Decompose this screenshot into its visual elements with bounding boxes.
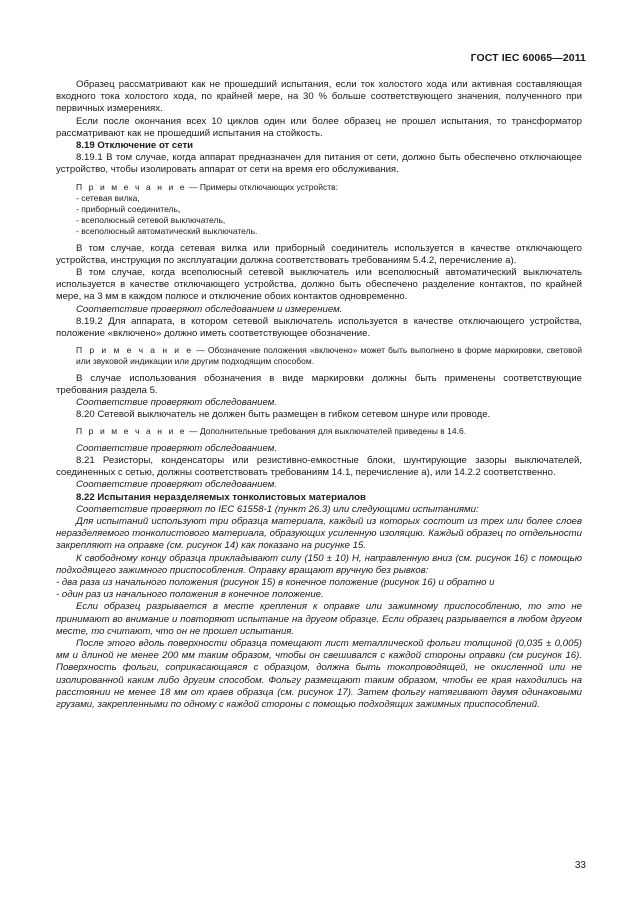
- test-list-item: - один раз из начального положения в конечное положение.: [56, 589, 324, 601]
- note-text: — Обозначение положения «включено» может быть выполнено в форме маркировки, световой или звуковой индикации или другим подходящим способом.: [76, 345, 582, 367]
- paragraph-8-19-1: 8.19.1 В том случае, когда аппарат предназначен для питания от сети, должно быть обеспечено отключающее устройство, чтобы изолировать аппарат от сети на время его обслуживания.: [56, 152, 582, 176]
- note-list-item: - сетевая вилка,: [76, 192, 140, 203]
- test-paragraph: К свободному концу образца прикладывают силу (150 ± 10) Н, направленную вниз (см. рисунок 16) с помощью подходящего зажимного приспособления. Оправку вращают вручную без рывков:: [56, 552, 582, 576]
- paragraph: Если после окончания всех 10 циклов один или более образец не прошел испытания, то трансформатор рассматривают как не прошедший испытания на стойкость.: [56, 115, 582, 139]
- note-label: П р и м е ч а н и е: [76, 345, 194, 356]
- standard-header: ГОСТ IEC 60065—2011: [470, 52, 586, 64]
- note-label: П р и м е ч а н и е: [76, 426, 187, 437]
- note-list-item: - всеполюсный автоматический выключатель.: [76, 226, 258, 237]
- compliance-check: Соответствие проверяют обследованием.: [76, 479, 277, 491]
- compliance-check: Соответствие проверяют обследованием.: [76, 397, 277, 409]
- test-paragraph: Соответствие проверяют по IEC 61558-1 (пункт 26.3) или следующими испытаниями:: [76, 503, 479, 515]
- compliance-check: Соответствие проверяют обследованием и измерением.: [76, 303, 343, 315]
- note-label: П р и м е ч а н и е: [76, 181, 187, 192]
- note-text: — Дополнительные требования для выключателей приведены в 14.6.: [186, 426, 467, 437]
- test-paragraph: После этого вдоль поверхности образца помещают лист металлической фольги толщиной (0,035 ± 0,005) мм и длиной не менее 200 мм таким образом, чтобы он свешивался с каждой стороны оправки (см рисунок 16). Поверхность фольги, соприкасающаяся с образцом, должна быть токопроводящей, не окисленной или не изолированной каким либо другим способом. Фольгу размещают таким образом, чтобы ее края находились на расстоянии не менее 18 мм от краев образца (см. рисунок 17). Затем фольгу натягивают двумя одинаковыми грузами, закрепленными по одному с каждой стороны с помощью подходящих зажимных приспособлений.: [56, 637, 582, 710]
- note-disconnect-examples: [56, 182, 582, 238]
- page-number: 33: [574, 860, 586, 871]
- note-list-item: - всеполюсный сетевой выключатель,: [76, 215, 226, 226]
- test-paragraph: Если образец разрывается в месте крепления к оправке или зажимному приспособлению, то это не принимают во внимание и повторяют испытание на другом образце. Если образец разрывается в любом другом месте, то считают, что он не прошел испытания.: [56, 601, 582, 637]
- paragraph: В том случае, когда сетевая вилка или приборный соединитель используется в качестве отключающего устройства, инструкция по эксплуатации должна соответствовать требованиям 5.4.2, перечисление а).: [56, 242, 582, 266]
- note-text: — Примеры отключающих устройств:: [186, 181, 339, 192]
- paragraph: Образец рассматривают как не прошедший испытания, если ток холостого хода или активная составляющая входного тока холостого хода, по крайней мере, на 30 % больше соответствующего значения, полученного при первичных измерениях.: [56, 79, 582, 115]
- note-switch-requirements: [56, 426, 582, 437]
- paragraph-8-19-2: 8.19.2 Для аппарата, в котором сетевой выключатель используется в качестве отключающего устройства, положение «включено» должно иметь соответствующее обозначение.: [56, 315, 582, 340]
- compliance-check: Соответствие проверяют обследованием.: [76, 442, 277, 454]
- paragraph: В том случае, когда всеполюсный сетевой выключатель или всеполюсный автоматический выключатель используется в качестве отключающего устройства, должно быть обеспечено разделение контактов, по крайней мере, на 3 мм в каждом полюсе и отключение обоих контактов одновременно.: [56, 267, 582, 303]
- note-on-position: [56, 345, 582, 367]
- paragraph-8-20: 8.20 Сетевой выключатель не должен быть размещен в гибком сетевом шнуре или проводе.: [76, 409, 491, 421]
- note-list-item: - приборный соединитель,: [76, 204, 181, 215]
- test-list-item: - два раза из начального положения (рисунок 15) в конечное положение (рисунок 16) и обратно и: [56, 576, 495, 588]
- paragraph-8-21: 8.21 Резисторы, конденсаторы или резистивно-емкостные блоки, шунтирующие зазоры выключателей, соединенных с сетью, должны соответствовать требованиям 14.1, перечисление а), или 14.2.2 соответственно.: [56, 454, 582, 479]
- test-paragraph: Для испытаний используют три образца материала, каждый из которых состоит из трех или более слоев неразделяемого тонколистового материала, образующих усиленную изоляцию. Каждый образец по отдельности закрепляют на оправке (см. рисунок 14) как показано на рисунке 15.: [56, 515, 582, 552]
- paragraph: В случае использования обозначения в виде маркировки должны быть применены соответствующие требования раздела 5.: [56, 372, 582, 396]
- page-content: [56, 79, 582, 711]
- section-heading-8-19: 8.19 Отключение от сети: [76, 140, 194, 152]
- section-heading-8-22: 8.22 Испытания неразделяемых тонколистовых материалов: [76, 491, 366, 503]
